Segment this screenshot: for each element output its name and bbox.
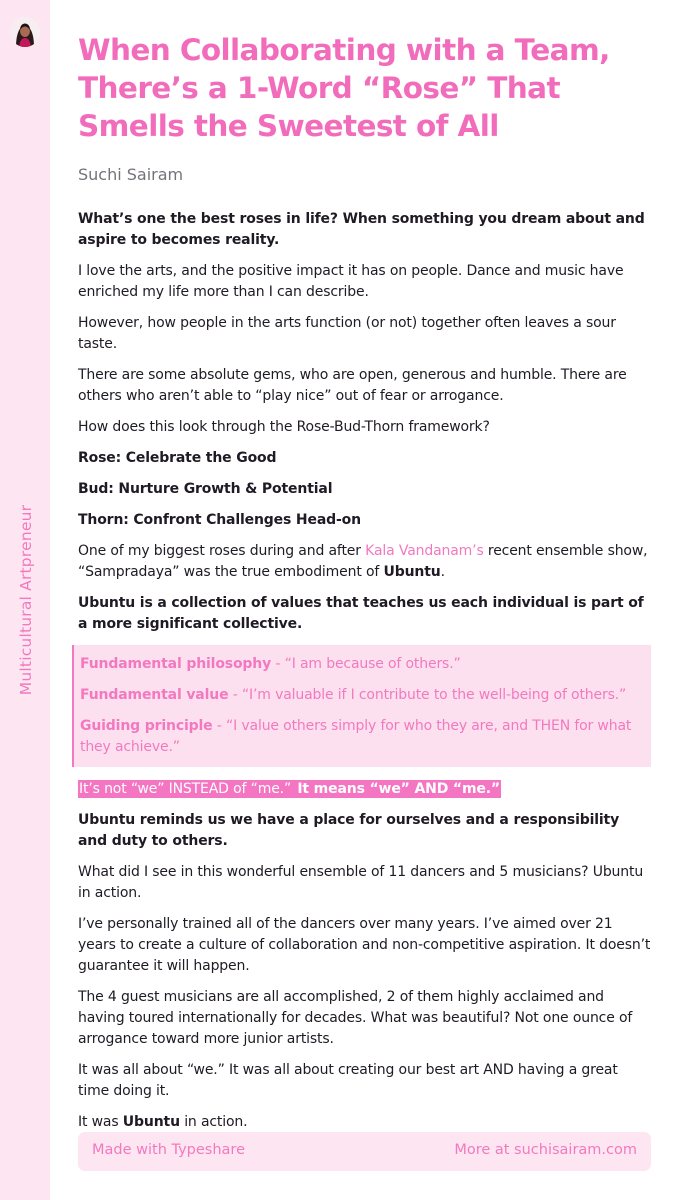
paragraph: I love the arts, and the positive impact it has on people. Dance and music have enriched my life more than I can describe. [78,263,624,300]
paragraph-ensemble [78,541,651,583]
text-run: It was [78,1114,123,1130]
website-link[interactable]: More at suchisairam.com [454,1142,637,1158]
callout-term: Fundamental value [80,687,229,703]
callout-item [80,685,645,706]
text-run: . [440,564,445,580]
highlight-part-2: It means “we” AND “me.” [297,781,500,797]
article-body [78,209,651,1133]
paragraph: There are some absolute gems, who are open, generous and humble. There are others who aren’t able to “play nice” out of fear or arrogance. [78,367,627,404]
paragraph: What did I see in this wonderful ensemble of 11 dancers and 5 musicians? Ubuntu in action. [78,864,644,901]
ubuntu-reminder: Ubuntu reminds us we have a place for ourselves and a responsibility and duty to others. [78,812,620,849]
paragraph: How does this look through the Rose-Bud-Thorn framework? [78,419,490,435]
callout-term: Guiding principle [80,718,213,734]
ubuntu-definition: Ubuntu is a collection of values that teaches us each individual is part of a more significant collective. [78,595,644,632]
text-run: in action. [179,1114,248,1130]
paragraph: The 4 guest musicians are all accomplished, 2 of them highly acclaimed and having toured internationally for decades. What was beautiful? Not one ounce of arrogance toward more junior artists. [78,989,633,1047]
paragraph: However, how people in the arts function (or not) together often leaves a sour taste. [78,315,616,352]
closing-paragraph [78,1112,651,1133]
paragraph: I’ve personally trained all of the dancers over many years. I’ve aimed over 21 years to create a culture of collaboration and non-competitive aspiration. It doesn’t guarantee it will happen. [78,916,651,974]
sidebar [0,0,50,1200]
kala-vandanam-link[interactable]: Kala Vandanam’s [365,543,484,559]
ubuntu-term: Ubuntu [122,1114,180,1130]
callout-item [80,654,645,675]
text-run: recent ensemble show, “Sampradaya” was the true embodiment of [78,543,648,580]
callout-text: - “I’m valuable if I contribute to the well-being of others.” [228,687,627,703]
ubuntu-values-callout [72,645,651,767]
article [78,0,651,1143]
callout-text: - “I value others simply for who they are, and THEN for what they achieve.” [80,718,632,755]
callout-item [80,716,645,758]
author-avatar [10,17,40,47]
callout-term: Fundamental philosophy [80,656,272,672]
author-portrait-icon [10,17,40,47]
sidebar-tagline: Multicultural Artpreneur [17,504,35,696]
framework-thorn: Thorn: Confront Challenges Head-on [78,512,361,528]
typeshare-credit-link[interactable]: Made with Typeshare [92,1142,246,1158]
callout-text: - “I am because of others.” [271,656,461,672]
ubuntu-term: Ubuntu [383,564,441,580]
framework-rose: Rose: Celebrate the Good [78,450,277,466]
highlighted-quote [78,779,651,800]
framework-bud: Bud: Nurture Growth & Potential [78,481,333,497]
author-name: Suchi Sairam [78,165,184,184]
highlight-part-1: It’s not “we” INSTEAD of “me.” [79,781,296,797]
footer-bar [78,1132,651,1171]
article-title: When Collaborating with a Team, There’s a 1-Word “Rose” That Smells the Sweetest of All [78,33,610,143]
intro-paragraph: What’s one the best roses in life? When something you dream about and aspire to becomes reality. [78,211,645,248]
paragraph: It was all about “we.” It was all about creating our best art AND having a great time doing it. [78,1062,618,1099]
text-run: One of my biggest roses during and after [78,543,366,559]
